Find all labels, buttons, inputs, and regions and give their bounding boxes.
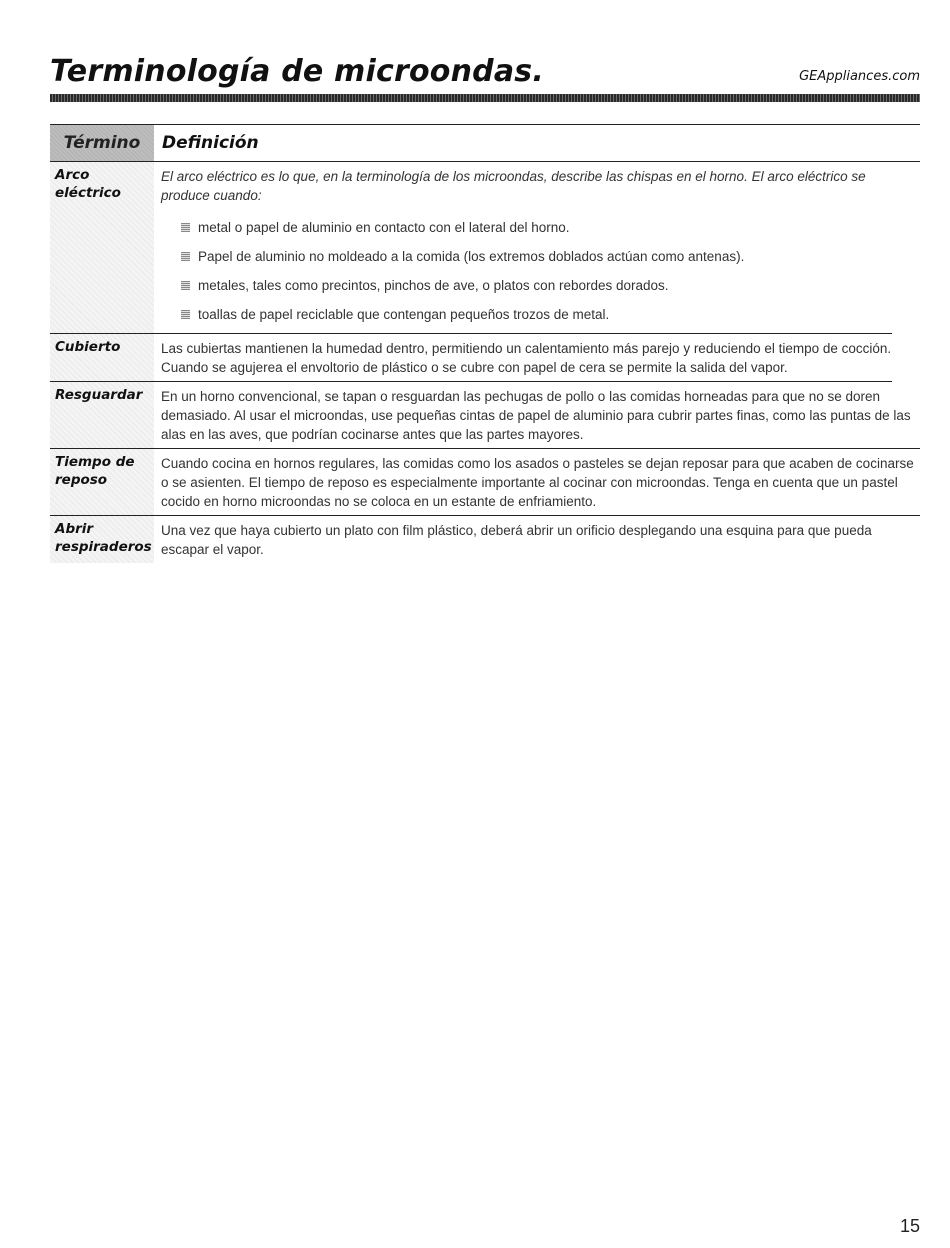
bullet-square-icon [181, 252, 190, 261]
page-header [50, 52, 920, 94]
glossary-entry-arco-electrico [50, 162, 892, 334]
list-item [161, 213, 892, 242]
bullet-square-icon [181, 223, 190, 232]
bullet-text: toallas de papel reciclable que contengan pequeños trozos de metal. [198, 307, 610, 322]
definition-text: Cuando cocina en hornos regulares, las comidas como los asados o pasteles se dejan reposar para que acaben de cocinarse o se asienten. El tiempo de reposo es especialmente importante al cocinar con microondas. Tenga en cuenta que un pastel cocido en horno microondas no se coloca en un estante de enfriamiento. [161, 456, 914, 509]
definition-cell [154, 162, 892, 333]
glossary-entry-cubierto [50, 334, 892, 382]
glossary-entry-resguardar [50, 382, 920, 449]
term-label: Cubierto [55, 339, 121, 355]
glossary-entry-tiempo-de-reposo [50, 449, 920, 516]
page-title: Terminología de microondas. [50, 54, 544, 89]
column-header-definition: Definición [162, 133, 259, 153]
bullet-square-icon [181, 310, 190, 319]
term-cell [50, 516, 154, 563]
definition-text: En un horno convencional, se tapan o resguardan las pechugas de pollo o las comidas horneadas para que no se doren demasiado. Al usar el microondas, use pequeñas cintas de papel de aluminio para cubrir partes finas, como las puntas de las alas en las aves, que podrían cocinarse antes que las partes mayores. [161, 389, 911, 442]
definition-text: Las cubiertas mantienen la humedad dentro, permitiendo un calentamiento más parejo y reduciendo el tiempo de cocción. Cuando se agujerea el envoltorio de plástico o se cubre con papel de cera se permite la salida del vapor. [161, 341, 892, 375]
definition-cell [154, 334, 892, 381]
definition-cell [154, 382, 920, 448]
term-cell [50, 449, 154, 515]
term-label: Resguardar [55, 387, 143, 403]
page-number: 15 [899, 1216, 920, 1236]
term-label: Abrir respiraderos [55, 521, 152, 555]
glossary-entry-abrir-respiraderos [50, 516, 920, 563]
term-cell [50, 382, 154, 448]
list-item [161, 300, 892, 329]
list-item [161, 242, 892, 271]
term-label: Tiempo de reposo [55, 454, 135, 488]
column-header-row [50, 125, 920, 162]
definition-text: Una vez que haya cubierto un plato con film plástico, deberá abrir un orificio desplegando una esquina para que pueda escapar el vapor. [161, 523, 872, 557]
list-item [161, 271, 892, 300]
bullet-text: metal o papel de aluminio en contacto con el lateral del horno. [198, 220, 570, 235]
definition-text: El arco eléctrico es lo que, en la terminología de los microondas, describe las chispas en el horno. El arco eléctrico se produce cuando: [161, 169, 866, 203]
bullet-list [161, 213, 892, 329]
header-rule [50, 94, 920, 102]
bullet-text: metales, tales como precintos, pinchos de ave, o platos con rebordes dorados. [198, 278, 669, 293]
definition-cell [154, 449, 920, 515]
glossary-table [50, 124, 920, 563]
column-header-term: Término [50, 125, 154, 161]
bullet-square-icon [181, 281, 190, 290]
term-cell [50, 162, 154, 333]
term-cell [50, 334, 154, 381]
term-label: Arco eléctrico [55, 167, 121, 201]
bullet-text: Papel de aluminio no moldeado a la comida (los extremos doblados actúan como antenas). [198, 249, 745, 264]
site-url: GEAppliances.com [799, 69, 920, 84]
definition-cell [154, 516, 920, 563]
